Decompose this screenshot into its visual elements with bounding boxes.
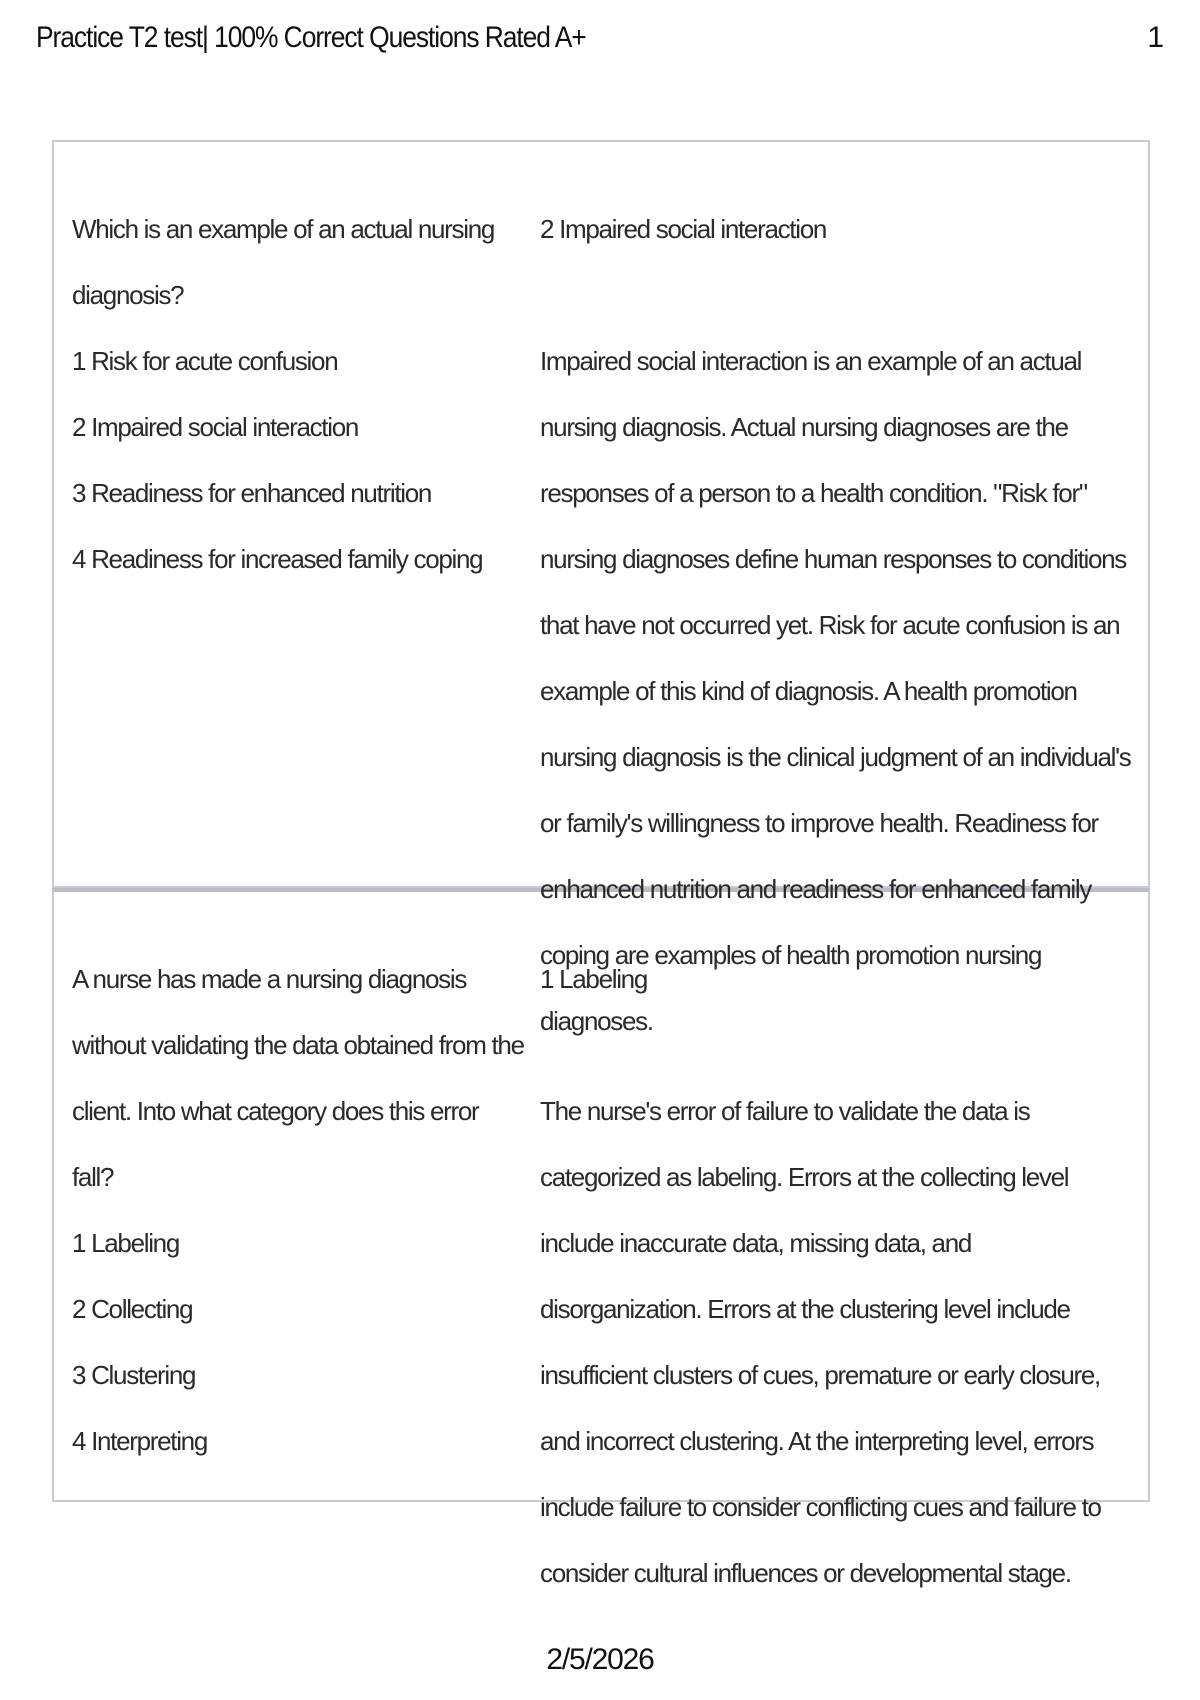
- flashcard-list: [52, 140, 1150, 1588]
- answer-option: 2 Impaired social interaction: [72, 412, 359, 442]
- answer-option: 4 Readiness for increased family coping: [72, 544, 483, 574]
- answer-column: [540, 946, 1134, 1588]
- page-footer: [0, 1640, 1200, 1680]
- question-column: [72, 196, 540, 848]
- question-text: A nurse has made a nursing diagnosis without validating the data obtained from the client. Into what category does this error fall?: [72, 964, 524, 1192]
- page-number: 1: [1147, 21, 1164, 54]
- question-text: Which is an example of an actual nursing diagnosis?: [72, 214, 495, 310]
- correct-answer: 2 Impaired social interaction: [540, 214, 827, 244]
- answer-option: 1 Labeling: [72, 1228, 179, 1258]
- answer-explanation: Impaired social interaction is an example of an actual nursing diagnosis. Actual nursing diagnoses are the responses of a person to a health condition. "Risk for" nursing diagnoses define human responses to conditions that have not occurred yet. Risk for acute confusion is an example of this kind of diagnosis. A health promotion nursing diagnosis is the clinical judgment of an individual's or family's willingness to improve health. Readiness for enhanced nutrition and readiness for enhanced family coping are examples of health promotion nursing diagnoses.: [540, 346, 1131, 1036]
- correct-answer: 1 Labeling: [540, 964, 647, 994]
- flashcard: [52, 888, 1150, 1588]
- print-date: 2/5/2026: [546, 1643, 654, 1676]
- answer-option: 3 Readiness for enhanced nutrition: [72, 478, 432, 508]
- document-title: Practice T2 test| 100% Correct Questions Rated A+: [36, 21, 586, 54]
- question-column: [72, 946, 540, 1462]
- answer-explanation: The nurse's error of failure to validate the data is categorized as labeling. Errors at the collecting level include inaccurate data, missing data, and disorganization. Errors at the clustering level include insufficient clusters of cues, premature or early closure, and incorrect clustering. At the interpreting level, errors include failure to consider conflicting cues and failure to consider cultural influences or developmental stage.: [540, 1096, 1101, 1588]
- answer-option: 4 Interpreting: [72, 1426, 208, 1456]
- page-header: [36, 18, 1164, 62]
- answer-option: 2 Collecting: [72, 1294, 193, 1324]
- answer-option: 1 Risk for acute confusion: [72, 346, 338, 376]
- answer-option: 3 Clustering: [72, 1360, 196, 1390]
